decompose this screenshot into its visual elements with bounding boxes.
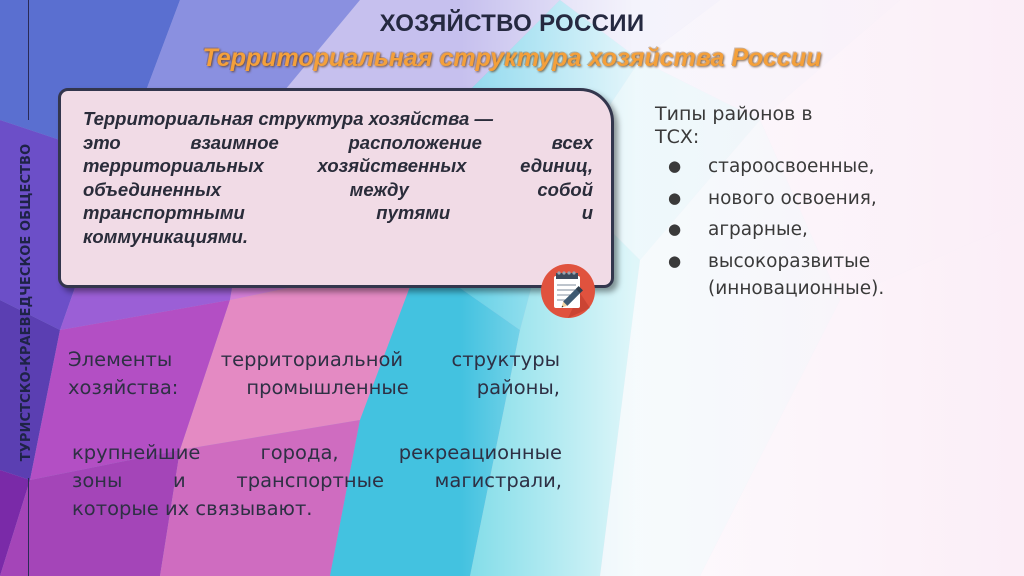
- elements-paragraph-1: [68, 346, 560, 402]
- district-types-heading-line1: Типы районов в: [655, 103, 813, 125]
- slide-subtitle: Территориальная структура хозяйства России: [202, 44, 822, 72]
- definition-box: [58, 88, 614, 288]
- bullet-icon: ●: [668, 157, 682, 175]
- list-item: [668, 151, 877, 183]
- list-item-label: нового освоения,: [708, 187, 877, 209]
- definition-line: территориальных хозяйственных единиц,: [83, 155, 593, 176]
- elements-line: Элементы территориальной структуры: [68, 348, 560, 371]
- district-types-continuation: (инновационные).: [708, 278, 885, 299]
- elements-paragraph-2: [72, 439, 562, 523]
- definition-line: объединенных между собой: [83, 178, 593, 200]
- district-types-list: [668, 151, 877, 277]
- definition-line: это взаимное расположение всех: [83, 131, 593, 153]
- list-item: [668, 183, 877, 215]
- elements-line: хозяйства: промышленные районы,: [68, 376, 560, 399]
- district-types-heading: [655, 103, 855, 149]
- slide-title: ХОЗЯЙСТВО РОССИИ: [379, 10, 645, 37]
- definition-line: коммуникациями.: [83, 225, 248, 247]
- bullet-icon: ●: [668, 220, 682, 238]
- vertical-label: ТУРИСТСКО-КРАЕВЕДЧЕСКОЕ ОБЩЕСТВО: [19, 143, 35, 461]
- list-item: [668, 246, 877, 278]
- bullet-icon: ●: [668, 188, 682, 207]
- elements-line: крупнейшие города, рекреационные: [72, 441, 562, 464]
- elements-line: зоны и транспортные магистрали,: [72, 469, 562, 492]
- definition-line: транспортными путями и: [83, 202, 593, 223]
- bullet-icon: ●: [668, 251, 682, 270]
- vertical-label-container: [17, 128, 37, 476]
- elements-line: которые их связывают.: [72, 497, 313, 520]
- notepad-pencil-icon: [540, 263, 596, 319]
- list-item: [668, 214, 877, 246]
- district-types-heading-line2: ТСХ:: [655, 126, 700, 148]
- definition-text: [83, 107, 593, 248]
- list-item-label: староосвоенные,: [708, 156, 875, 177]
- list-item-label: аграрные,: [708, 219, 808, 240]
- list-item-label: высокоразвитые: [708, 250, 871, 272]
- vertical-divider-bottom: [28, 478, 29, 576]
- definition-line: Территориальная структура хозяйства —: [83, 108, 493, 129]
